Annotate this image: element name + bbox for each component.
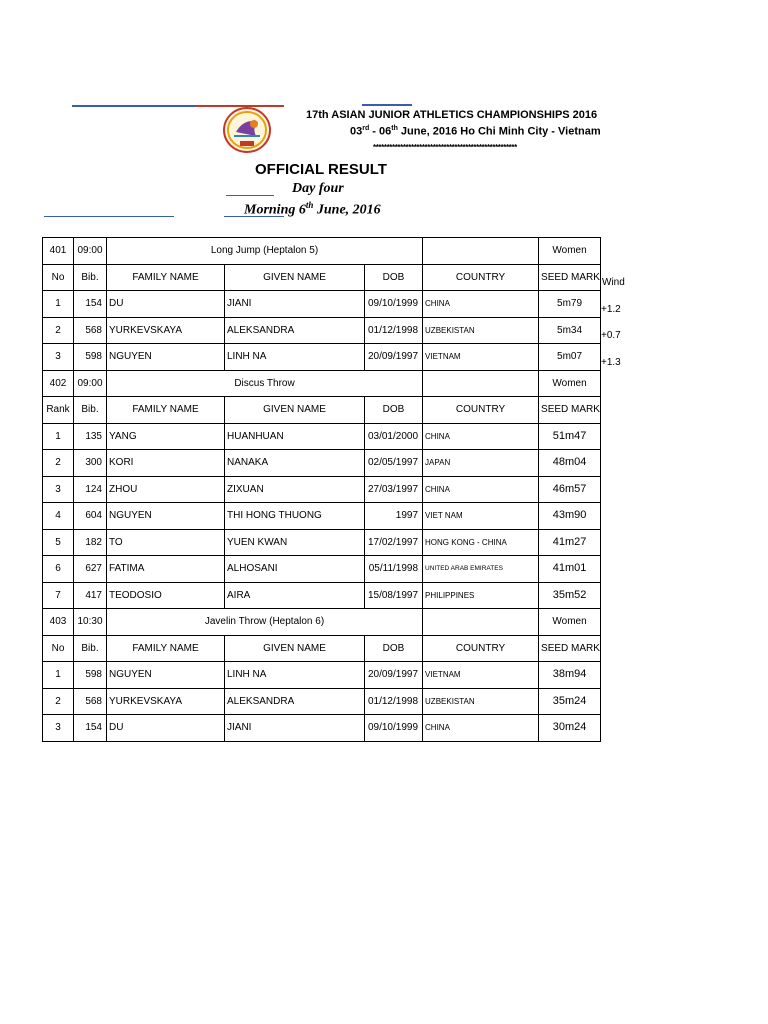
column-header: GIVEN NAME [225, 264, 365, 291]
table-row [43, 529, 601, 556]
column-header: Bib. [74, 264, 107, 291]
event-header-row [43, 609, 601, 636]
seed-mark-cell: 46m57 [539, 476, 601, 503]
position-cell: 6 [43, 556, 74, 583]
given-name-cell: JIANI [225, 715, 365, 742]
country-cell: VIET NAM [423, 503, 539, 530]
column-header: FAMILY NAME [107, 635, 225, 662]
wind-header: Wind [602, 277, 625, 288]
position-cell: 2 [43, 317, 74, 344]
championship-dates: 03rd - 06th June, 2016 Ho Chi Minh City - Vietnam [350, 125, 601, 138]
position-cell: 5 [43, 529, 74, 556]
family-name-cell: YURKEVSKAYA [107, 688, 225, 715]
dob-cell: 17/02/1997 [365, 529, 423, 556]
column-header: COUNTRY [423, 397, 539, 424]
column-header: GIVEN NAME [225, 635, 365, 662]
bib-cell: 604 [74, 503, 107, 530]
family-name-cell: DU [107, 715, 225, 742]
session-label: Morning 6th June, 2016 [244, 200, 381, 218]
bib-cell: 300 [74, 450, 107, 477]
bib-cell: 135 [74, 423, 107, 450]
column-header-row [43, 397, 601, 424]
column-header: COUNTRY [423, 635, 539, 662]
dob-cell: 20/09/1997 [365, 662, 423, 689]
header-rule-short [362, 104, 412, 106]
event-time: 09:00 [74, 370, 107, 397]
table-row [43, 291, 601, 318]
family-name-cell: TO [107, 529, 225, 556]
position-cell: 3 [43, 344, 74, 371]
given-name-cell: YUEN KWAN [225, 529, 365, 556]
event-time: 09:00 [74, 238, 107, 265]
morning-rule-left [44, 216, 174, 217]
position-cell: 1 [43, 662, 74, 689]
position-cell: 7 [43, 582, 74, 609]
event-spacer [423, 370, 539, 397]
column-header: COUNTRY [423, 264, 539, 291]
seed-mark-cell: 5m34 [539, 317, 601, 344]
day-label: Day four [292, 181, 344, 196]
table-row [43, 476, 601, 503]
bib-cell: 568 [74, 317, 107, 344]
bib-cell: 627 [74, 556, 107, 583]
position-cell: 1 [43, 291, 74, 318]
dob-cell: 09/10/1999 [365, 715, 423, 742]
column-header-row [43, 264, 601, 291]
seed-mark-cell: 5m79 [539, 291, 601, 318]
given-name-cell: NANAKA [225, 450, 365, 477]
event-gender: Women [539, 609, 601, 636]
column-header: SEED MARK [539, 397, 601, 424]
given-name-cell: JIANI [225, 291, 365, 318]
family-name-cell: ZHOU [107, 476, 225, 503]
dob-cell: 1997 [365, 503, 423, 530]
star-divider: ***************************************************** [373, 143, 517, 152]
championship-logo-icon [222, 106, 272, 154]
dob-cell: 01/12/1998 [365, 317, 423, 344]
country-cell: VIETNAM [423, 662, 539, 689]
day-rule [226, 195, 274, 196]
dob-cell: 15/08/1997 [365, 582, 423, 609]
column-header-row [43, 635, 601, 662]
column-header: DOB [365, 264, 423, 291]
event-name: Discus Throw [107, 370, 423, 397]
event-name: Long Jump (Heptalon 5) [107, 238, 423, 265]
column-header: SEED MARK [539, 264, 601, 291]
seed-mark-cell: 35m24 [539, 688, 601, 715]
country-cell: PHILIPPINES [423, 582, 539, 609]
given-name-cell: AIRA [225, 582, 365, 609]
table-row [43, 423, 601, 450]
seed-mark-cell: 35m52 [539, 582, 601, 609]
column-header: DOB [365, 635, 423, 662]
column-header: Bib. [74, 397, 107, 424]
country-cell: HONG KONG - CHINA [423, 529, 539, 556]
bib-cell: 182 [74, 529, 107, 556]
position-cell: 2 [43, 688, 74, 715]
family-name-cell: NGUYEN [107, 662, 225, 689]
event-gender: Women [539, 370, 601, 397]
table-row [43, 556, 601, 583]
country-cell: CHINA [423, 715, 539, 742]
given-name-cell: ALEKSANDRA [225, 688, 365, 715]
column-header: Bib. [74, 635, 107, 662]
table-row [43, 688, 601, 715]
dob-cell: 02/05/1997 [365, 450, 423, 477]
family-name-cell: TEODOSIO [107, 582, 225, 609]
country-cell: UZBEKISTAN [423, 688, 539, 715]
column-header: GIVEN NAME [225, 397, 365, 424]
column-header: FAMILY NAME [107, 397, 225, 424]
given-name-cell: ZIXUAN [225, 476, 365, 503]
event-spacer [423, 238, 539, 265]
family-name-cell: KORI [107, 450, 225, 477]
bib-cell: 598 [74, 662, 107, 689]
table-row [43, 715, 601, 742]
bib-cell: 154 [74, 291, 107, 318]
wind-value: +1.3 [601, 357, 621, 368]
country-cell: CHINA [423, 291, 539, 318]
country-cell: JAPAN [423, 450, 539, 477]
country-cell: UZBEKISTAN [423, 317, 539, 344]
table-row [43, 450, 601, 477]
seed-mark-cell: 5m07 [539, 344, 601, 371]
position-cell: 1 [43, 423, 74, 450]
family-name-cell: NGUYEN [107, 344, 225, 371]
position-cell: 4 [43, 503, 74, 530]
given-name-cell: LINH NA [225, 662, 365, 689]
event-number: 401 [43, 238, 74, 265]
position-cell: 3 [43, 476, 74, 503]
given-name-cell: ALHOSANI [225, 556, 365, 583]
column-header: No [43, 635, 74, 662]
table-row [43, 662, 601, 689]
family-name-cell: YURKEVSKAYA [107, 317, 225, 344]
bib-cell: 568 [74, 688, 107, 715]
seed-mark-cell: 41m27 [539, 529, 601, 556]
dob-cell: 09/10/1999 [365, 291, 423, 318]
dob-cell: 20/09/1997 [365, 344, 423, 371]
bib-cell: 598 [74, 344, 107, 371]
wind-value: +1.2 [601, 304, 621, 315]
position-cell: 3 [43, 715, 74, 742]
seed-mark-cell: 41m01 [539, 556, 601, 583]
position-cell: 2 [43, 450, 74, 477]
country-cell: CHINA [423, 476, 539, 503]
column-header: No [43, 264, 74, 291]
family-name-cell: FATIMA [107, 556, 225, 583]
page-title: OFFICIAL RESULT [255, 161, 387, 178]
column-header: DOB [365, 397, 423, 424]
seed-mark-cell: 43m90 [539, 503, 601, 530]
event-number: 402 [43, 370, 74, 397]
family-name-cell: NGUYEN [107, 503, 225, 530]
event-header-row [43, 370, 601, 397]
country-cell: VIETNAM [423, 344, 539, 371]
dob-cell: 01/12/1998 [365, 688, 423, 715]
given-name-cell: ALEKSANDRA [225, 317, 365, 344]
event-number: 403 [43, 609, 74, 636]
given-name-cell: HUANHUAN [225, 423, 365, 450]
table-row [43, 582, 601, 609]
country-cell: UNITED ARAB EMIRATES [423, 556, 539, 583]
seed-mark-cell: 30m24 [539, 715, 601, 742]
country-cell: CHINA [423, 423, 539, 450]
given-name-cell: THI HONG THUONG [225, 503, 365, 530]
bib-cell: 124 [74, 476, 107, 503]
event-time: 10:30 [74, 609, 107, 636]
seed-mark-cell: 48m04 [539, 450, 601, 477]
event-header-row [43, 238, 601, 265]
event-spacer [423, 609, 539, 636]
column-header: SEED MARK [539, 635, 601, 662]
column-header: FAMILY NAME [107, 264, 225, 291]
given-name-cell: LINH NA [225, 344, 365, 371]
table-row [43, 503, 601, 530]
seed-mark-cell: 38m94 [539, 662, 601, 689]
family-name-cell: DU [107, 291, 225, 318]
column-header: Rank [43, 397, 74, 424]
event-name: Javelin Throw (Heptalon 6) [107, 609, 423, 636]
table-row [43, 344, 601, 371]
table-row [43, 317, 601, 344]
wind-value: +0.7 [601, 330, 621, 341]
dob-cell: 05/11/1998 [365, 556, 423, 583]
dob-cell: 27/03/1997 [365, 476, 423, 503]
results-table [42, 237, 601, 742]
championship-title: 17th ASIAN JUNIOR ATHLETICS CHAMPIONSHIPS 2016 [306, 109, 598, 121]
bib-cell: 154 [74, 715, 107, 742]
family-name-cell: YANG [107, 423, 225, 450]
bib-cell: 417 [74, 582, 107, 609]
event-gender: Women [539, 238, 601, 265]
dob-cell: 03/01/2000 [365, 423, 423, 450]
seed-mark-cell: 51m47 [539, 423, 601, 450]
